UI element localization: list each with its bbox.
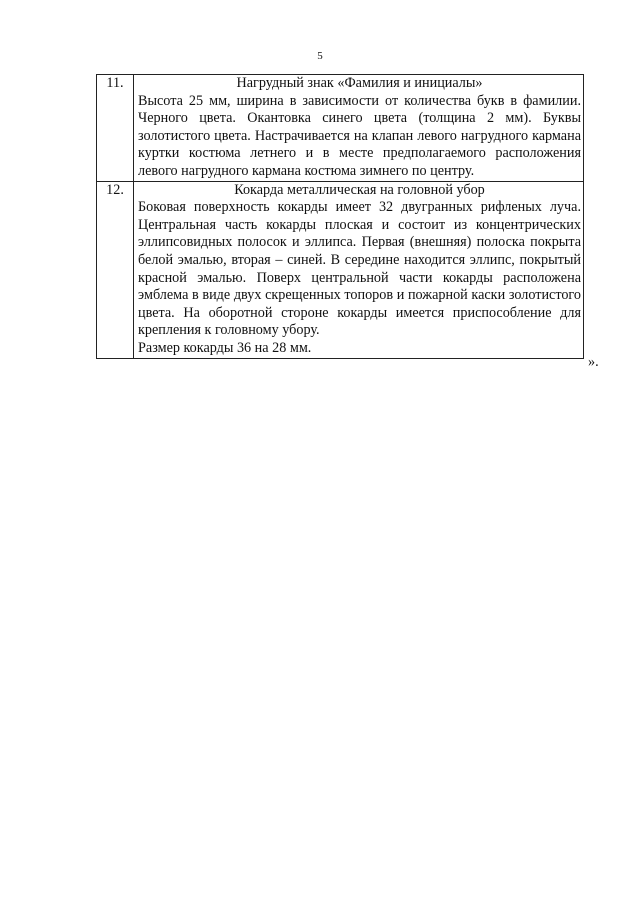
row-number: 12. [97, 181, 134, 358]
item-title: Нагрудный знак «Фамилия и инициалы» [236, 75, 483, 91]
closing-quote: ». [588, 354, 599, 370]
page-number: 5 [317, 50, 323, 62]
row-number: 11. [97, 75, 134, 182]
row-content [134, 181, 584, 358]
item-description: Высота 25 мм, ширина в зависимости от количества букв в фамилии. Черного цвета. Окантовка синего цвета (толщина 2 мм). Буквы золотистого цвета. Настрачивается на клапан левого нагрудного кармана куртки костюма летнего и в месте предполагаемого расположения левого нагрудного кармана костюма зимнего по центру. [138, 92, 581, 179]
item-title: Кокарда металлическая на головной убор [234, 181, 485, 198]
table-row [97, 75, 584, 182]
table-row [97, 181, 584, 358]
item-size: Размер кокарды 36 на 28 мм. [138, 339, 312, 356]
specification-table [96, 74, 584, 359]
item-description: Боковая поверхность кокарды имеет 32 двугранных рифленых луча. Центральная часть кокарды плоская и состоит из концентрических эллипсовидных полосок и эллипса. Первая (внешняя) полоска покрыта белой эмалью, вторая – синей. В середине находится эллипс, покрытый красной эмалью. Поверх центральной части кокарды расположена эмблема в виде двух скрещенных топоров и пожарной каски золотистого цвета. На оборотной стороне кокарды имеется приспособление для крепления к головному убору. [138, 199, 581, 339]
row-content [134, 75, 584, 182]
